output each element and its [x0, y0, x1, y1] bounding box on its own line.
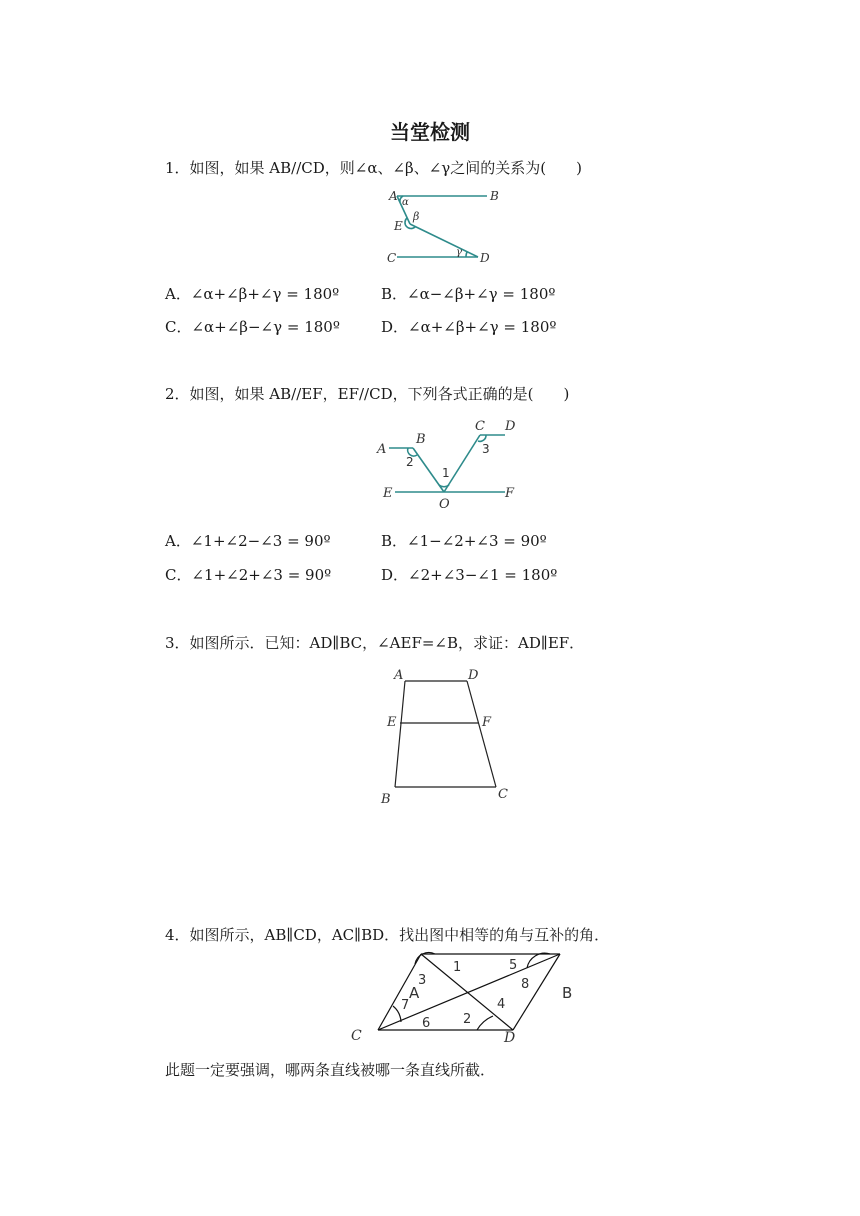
q2-arc-1: [439, 485, 449, 487]
q1-label-d: D: [480, 251, 490, 265]
q2-label-1: 1: [442, 466, 450, 480]
q1-option-c: C．∠α+∠β−∠γ = 180º: [165, 318, 340, 336]
q1-option-a: A．∠α+∠β+∠γ = 180º: [165, 285, 340, 303]
q3-stem: 3．如图所示．已知：AD∥BC，∠AEF=∠B，求证：AD∥EF．: [165, 634, 585, 652]
q3-label-b: B: [381, 792, 391, 807]
q3-label-d: D: [468, 668, 479, 683]
page-title: 当堂检测: [390, 120, 470, 144]
q1-label-a: A: [389, 189, 398, 203]
q4-label-7: 7: [401, 998, 410, 1013]
q4-stem: 4．如图所示，AB∥CD，AC∥BD．找出图中相等的角与互补的角．: [165, 926, 610, 944]
q4-label-6: 6: [422, 1016, 431, 1031]
q1-label-b: B: [490, 189, 499, 203]
q2-label-o: O: [439, 497, 450, 510]
q4-label-2: 2: [463, 1012, 472, 1027]
q2-label-d: D: [505, 419, 516, 434]
q2-label-b: B: [416, 432, 426, 447]
q4-label-b: B: [562, 984, 573, 1002]
q1-option-d: D．∠α+∠β+∠γ = 180º: [381, 318, 557, 336]
q4-label-1: 1: [453, 960, 462, 975]
q4-label-4: 4: [497, 997, 506, 1012]
q4-label-a: A: [409, 984, 420, 1002]
q4-label-3: 3: [418, 973, 427, 988]
q1-label-alpha: α: [402, 197, 409, 208]
q2-label-c: C: [475, 419, 485, 434]
q4-label-8: 8: [521, 977, 530, 992]
q1-label-e: E: [394, 219, 403, 233]
q2-line-oc: [444, 435, 480, 492]
q3-line-ab: [395, 681, 405, 787]
q2-option-a: A．∠1+∠2−∠3 = 90º: [165, 532, 331, 550]
q4-arc-left: [393, 1006, 401, 1022]
q4-figure: [345, 946, 590, 1046]
q1-label-c: C: [387, 251, 397, 265]
q3-label-a: A: [394, 668, 404, 683]
q3-line-dc: [467, 681, 496, 787]
q2-label-3: 3: [482, 442, 490, 456]
q1-label-gamma: γ: [456, 247, 462, 258]
q1-stem: 1．如图，如果 AB//CD，则∠α、∠β、∠γ之间的关系为( ): [165, 159, 582, 177]
q1-label-beta: β: [413, 210, 420, 223]
q4-arc-bottom-right: [477, 1016, 493, 1030]
q3-figure: [380, 664, 520, 809]
q2-option-c: C．∠1+∠2+∠3 = 90º: [165, 566, 332, 584]
q4-line-right: [513, 954, 560, 1030]
q2-label-2: 2: [406, 455, 414, 469]
q1-option-b: B．∠α−∠β+∠γ = 180º: [381, 285, 556, 303]
q2-option-b: B．∠1−∠2+∠3 = 90º: [381, 532, 547, 550]
q2-option-d: D．∠2+∠3−∠1 = 180º: [381, 566, 558, 584]
q4-label-d: D: [504, 1030, 516, 1046]
q4-label-5: 5: [509, 958, 518, 973]
q3-label-c: C: [498, 787, 508, 802]
q3-label-f: F: [482, 715, 492, 730]
q3-label-e: E: [387, 715, 397, 730]
q4-label-c: C: [351, 1028, 362, 1044]
q1-figure: [383, 186, 503, 268]
q2-label-a: A: [377, 442, 387, 457]
q4-note: 此题一定要强调，哪两条直线被哪一条直线所截．: [165, 1061, 496, 1079]
q2-figure: [375, 415, 525, 510]
q2-label-f: F: [505, 486, 515, 501]
q2-label-e: E: [383, 486, 393, 501]
q2-stem: 2．如图，如果 AB//EF，EF//CD，下列各式正确的是( ): [165, 385, 570, 403]
q1-line-ed: [410, 224, 478, 257]
